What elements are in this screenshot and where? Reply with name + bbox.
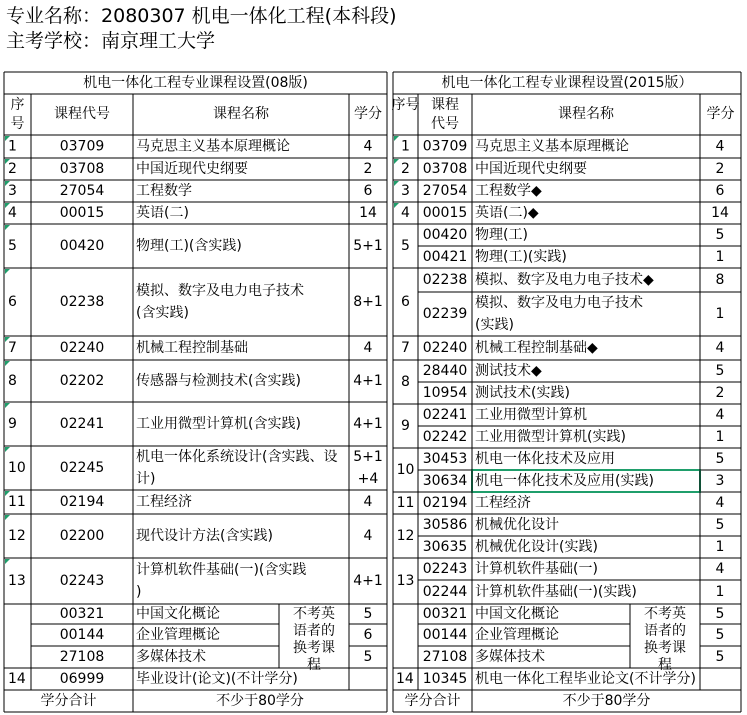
left-row-name: 计) xyxy=(136,471,156,487)
right-row-credit: 4 xyxy=(715,340,725,356)
right-row-code: 10954 xyxy=(422,385,468,401)
cell-marker-icon xyxy=(394,136,399,141)
left-row-code: 03708 xyxy=(59,161,105,177)
right-row-credit: 1 xyxy=(715,306,725,322)
left-table-title: 机电一体化工程专业课程设置(08版) xyxy=(83,75,308,91)
right-row-code: 02241 xyxy=(422,407,468,423)
left-row-no: 13 xyxy=(8,573,26,589)
right-row-code: 30635 xyxy=(422,539,468,555)
left-row-no: 11 xyxy=(8,494,26,510)
right-row-credit: 6 xyxy=(715,183,725,199)
left-row-no: 1 xyxy=(8,138,17,155)
left-row-credit: 14 xyxy=(359,205,377,221)
right-row-credit: 2 xyxy=(715,385,725,401)
left-row-code: 00015 xyxy=(59,205,105,221)
left-row-name: 英语(二) xyxy=(136,205,189,221)
right-row-code: 03709 xyxy=(422,138,468,155)
left-alt-name: 中国文化概论 xyxy=(136,606,220,622)
left-row-credit: 4+1 xyxy=(353,373,383,389)
left-thesis-code: 06999 xyxy=(59,671,105,687)
major-label: 专业名称： xyxy=(6,5,102,27)
right-row-credit: 1 xyxy=(715,249,725,265)
right-row-no: 5 xyxy=(401,238,410,254)
left-row-no: 8 xyxy=(8,373,17,389)
left-row-name: 机械工程控制基础 xyxy=(136,340,248,356)
right-alt-note: 程 xyxy=(658,657,672,673)
right-row-code: 00015 xyxy=(422,205,468,221)
cell-marker-icon xyxy=(394,203,399,208)
left-thesis-name: 毕业设计(论文)(不计学分) xyxy=(136,671,298,687)
left-row-no: 12 xyxy=(8,528,26,544)
right-row-no: 8 xyxy=(401,374,410,390)
right-alt-credit: 5 xyxy=(715,649,725,665)
left-alt-code: 00144 xyxy=(59,627,105,643)
right-row-credit: 5 xyxy=(715,363,725,379)
right-row-name: 中国近现代史纲要 xyxy=(475,161,587,177)
left-row-name: 传感器与检测技术(含实践) xyxy=(136,373,301,389)
right-row-code: 02238 xyxy=(422,272,468,288)
left-col-header: 课程名称 xyxy=(213,106,269,122)
right-row-credit: 5 xyxy=(715,517,725,533)
left-row-no: 7 xyxy=(8,340,17,356)
right-row-code: 00421 xyxy=(422,249,468,265)
right-row-name: 工程数学◆ xyxy=(475,183,542,199)
right-row-name: 机电一体化技术及应用(实践) xyxy=(475,473,654,489)
left-row-code: 00420 xyxy=(59,238,105,254)
left-total-value: 不少于80学分 xyxy=(216,693,304,709)
left-row-name: 机电一体化系统设计(含实践、设 xyxy=(136,449,338,465)
right-row-credit: 1 xyxy=(715,539,725,555)
left-row-credit: 6 xyxy=(363,183,373,199)
left-row-name: (含实践) xyxy=(136,305,189,321)
right-col-header: 课程 xyxy=(431,97,459,113)
left-alt-code: 27108 xyxy=(59,649,105,665)
right-row-name: 工业用微型计算机 xyxy=(475,407,587,423)
left-row-credit: 5+1 xyxy=(353,449,383,465)
right-row-credit: 4 xyxy=(715,561,725,577)
right-row-credit: 4 xyxy=(715,495,725,511)
right-row-name: 机械优化设计(实践) xyxy=(475,539,598,555)
right-alt-name: 中国文化概论 xyxy=(475,606,559,622)
right-row-name: 工业用微型计算机(实践) xyxy=(475,429,626,445)
left-row-credit: 4+1 xyxy=(353,416,383,432)
right-row-code: 03708 xyxy=(422,161,468,177)
left-row-no: 4 xyxy=(8,205,17,221)
left-alt-name: 多媒体技术 xyxy=(136,649,206,665)
left-row-code: 02240 xyxy=(59,340,105,356)
left-row-name: 工程数学 xyxy=(136,183,192,199)
left-row-credit: 4 xyxy=(363,138,373,155)
right-thesis-name: 机电一体化工程毕业论文(不计学分) xyxy=(475,671,696,687)
right-row-name: 工程经济 xyxy=(475,495,531,511)
right-thesis-code: 10345 xyxy=(422,671,468,687)
left-col-no: 序 xyxy=(10,97,25,113)
left-alt-credit: 5 xyxy=(363,649,373,665)
right-row-no: 7 xyxy=(401,340,410,356)
right-row-name: 物理(工) xyxy=(475,227,528,243)
left-row-credit: 4 xyxy=(363,494,373,510)
right-row-no: 4 xyxy=(401,205,410,221)
right-row-no: 11 xyxy=(396,495,415,511)
school-label: 主考学校： xyxy=(6,30,102,52)
left-row-name: 工业用微型计算机(含实践) xyxy=(136,416,301,432)
left-alt-note: 换考课 xyxy=(293,640,335,656)
cell-marker-icon xyxy=(5,515,10,520)
cell-marker-icon xyxy=(394,181,399,186)
left-alt-note: 不考英 xyxy=(293,606,335,622)
right-alt-code: 00321 xyxy=(422,606,468,622)
left-row-code: 02194 xyxy=(59,494,105,510)
left-alt-note: 程 xyxy=(307,657,321,673)
left-col-header: 学分 xyxy=(354,106,382,122)
right-row-code: 30586 xyxy=(422,517,468,533)
right-row-no: 12 xyxy=(396,528,415,544)
right-col-header: 课程名称 xyxy=(558,106,614,122)
cell-marker-icon xyxy=(5,559,10,564)
left-thesis-no: 14 xyxy=(8,671,26,687)
right-row-code: 02239 xyxy=(422,306,468,322)
right-row-name: 模拟、数字及电力电子技术 xyxy=(475,295,643,311)
right-table-title: 机电一体化工程专业课程设置(2015版） xyxy=(441,75,693,91)
left-alt-credit: 6 xyxy=(363,627,373,643)
right-row-code: 02243 xyxy=(422,561,468,577)
right-row-credit: 4 xyxy=(715,138,725,155)
right-col-header: 代号 xyxy=(431,116,459,132)
right-row-credit: 5 xyxy=(715,451,725,467)
left-col-header: 课程代号 xyxy=(54,106,110,122)
right-row-name: 测试技术◆ xyxy=(475,363,542,379)
right-row-name: 机械优化设计 xyxy=(475,517,559,533)
left-row-name: 中国近现代史纲要 xyxy=(136,161,248,177)
right-row-no: 10 xyxy=(396,462,415,478)
right-alt-name: 多媒体技术 xyxy=(475,649,545,665)
right-alt-credit: 5 xyxy=(715,627,725,643)
right-row-name: 英语(二)◆ xyxy=(475,205,539,221)
left-row-name: 现代设计方法(含实践) xyxy=(136,528,273,544)
left-row-credit: 4+1 xyxy=(353,573,383,589)
right-alt-code: 27108 xyxy=(422,649,468,665)
left-row-credit: 4 xyxy=(363,340,373,356)
right-row-credit: 2 xyxy=(715,161,725,177)
right-alt-name: 企业管理概论 xyxy=(475,627,559,643)
cell-marker-icon xyxy=(5,403,10,408)
right-row-no: 1 xyxy=(401,138,410,155)
left-total-label: 学分合计 xyxy=(40,693,97,709)
left-alt-code: 00321 xyxy=(59,606,105,622)
left-row-no: 10 xyxy=(8,460,26,476)
left-row-code: 02238 xyxy=(59,294,105,310)
right-row-name: 物理(工)(实践) xyxy=(475,249,567,265)
right-thesis-no: 14 xyxy=(396,671,414,687)
right-row-credit: 8 xyxy=(715,272,725,288)
right-alt-note: 语者的 xyxy=(644,623,686,639)
right-row-credit: 3 xyxy=(715,473,725,489)
right-alt-credit: 5 xyxy=(715,606,725,622)
left-row-no: 6 xyxy=(8,294,17,310)
right-col-header: 序号 xyxy=(391,97,420,113)
right-row-name: 模拟、数字及电力电子技术◆ xyxy=(475,272,654,288)
right-row-name: 测试技术(实践) xyxy=(475,385,570,401)
left-col-no: 号 xyxy=(10,116,25,132)
right-row-no: 13 xyxy=(396,573,415,589)
right-row-name: 机械工程控制基础◆ xyxy=(475,340,598,356)
cell-marker-icon xyxy=(5,447,10,452)
right-row-code: 30634 xyxy=(422,473,468,489)
right-row-no: 3 xyxy=(401,183,410,199)
right-alt-note: 换考课 xyxy=(644,640,686,656)
left-row-name: 马克思主义基本原理概论 xyxy=(136,138,290,155)
left-alt-note: 语者的 xyxy=(293,623,335,639)
right-row-code: 02244 xyxy=(422,584,468,600)
right-row-name: 机电一体化技术及应用 xyxy=(475,451,615,467)
cell-marker-icon xyxy=(5,269,10,274)
left-alt-credit: 5 xyxy=(363,606,373,622)
cell-marker-icon xyxy=(5,361,10,366)
left-row-no: 3 xyxy=(8,183,17,199)
left-row-code: 02200 xyxy=(59,528,105,544)
left-row-no: 2 xyxy=(8,161,17,177)
right-row-name: 计算机软件基础(一)(实践) xyxy=(475,584,637,600)
left-row-code: 02202 xyxy=(59,373,105,389)
left-row-credit: 8+1 xyxy=(353,294,383,310)
right-row-code: 02194 xyxy=(422,495,468,511)
left-row-no: 9 xyxy=(8,416,17,432)
left-row-code: 02243 xyxy=(59,573,105,589)
left-row-code: 02245 xyxy=(59,460,105,476)
right-row-credit: 5 xyxy=(715,227,725,243)
right-row-credit: 1 xyxy=(715,429,725,445)
right-row-name: (实践) xyxy=(475,317,514,333)
right-row-code: 30453 xyxy=(422,451,468,467)
right-row-credit: 14 xyxy=(711,205,729,221)
left-row-name: 模拟、数字及电力电子技术 xyxy=(136,283,304,299)
left-row-code: 27054 xyxy=(59,183,105,199)
left-row-credit: 5+1 xyxy=(353,238,383,254)
major-value: 2080307 机电一体化工程(本科段) xyxy=(101,5,397,27)
right-row-code: 28440 xyxy=(422,363,468,379)
right-row-name: 计算机软件基础(一) xyxy=(475,561,598,577)
left-row-code: 03709 xyxy=(59,138,105,155)
cell-marker-icon xyxy=(394,159,399,164)
right-col-header: 学分 xyxy=(706,106,735,122)
left-row-name: 工程经济 xyxy=(136,494,192,510)
right-row-code: 02242 xyxy=(422,429,468,445)
left-row-name: ) xyxy=(136,584,142,600)
right-row-no: 2 xyxy=(401,161,410,177)
right-row-no: 9 xyxy=(401,418,410,434)
right-row-code: 02240 xyxy=(422,340,468,356)
left-row-name: 物理(工)(含实践) xyxy=(136,238,242,254)
right-total-value: 不少于80学分 xyxy=(562,693,651,709)
school-value: 南京理工大学 xyxy=(101,30,216,52)
right-row-credit: 4 xyxy=(715,407,725,423)
right-row-code: 27054 xyxy=(422,183,468,199)
right-alt-code: 00144 xyxy=(422,627,468,643)
right-row-no: 6 xyxy=(401,294,410,310)
right-row-code: 00420 xyxy=(422,227,468,243)
left-row-name: 计算机软件基础(一)(含实践 xyxy=(136,562,307,578)
right-alt-note: 不考英 xyxy=(644,606,686,622)
right-row-name: 马克思主义基本原理概论 xyxy=(475,138,629,155)
left-row-no: 5 xyxy=(8,238,17,254)
right-total-label: 学分合计 xyxy=(404,693,461,709)
left-alt-name: 企业管理概论 xyxy=(136,627,220,643)
right-row-credit: 1 xyxy=(715,584,725,600)
left-row-credit: 4 xyxy=(363,528,373,544)
left-row-code: 02241 xyxy=(59,416,105,432)
left-row-credit: +4 xyxy=(357,471,379,487)
cell-marker-icon xyxy=(5,225,10,230)
left-row-credit: 2 xyxy=(363,161,373,177)
